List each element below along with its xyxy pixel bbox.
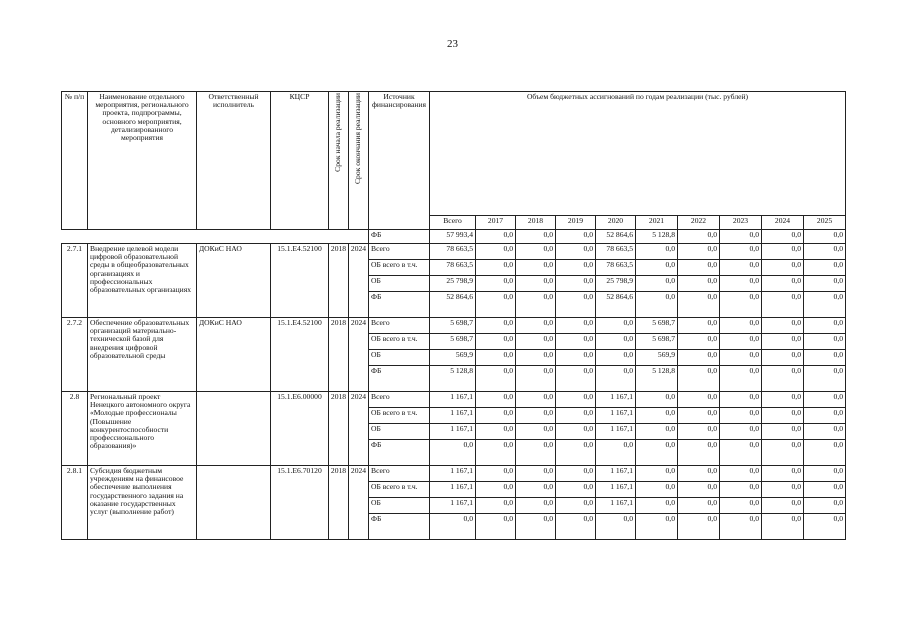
row-start-cell: 2018 — [329, 244, 349, 318]
value-cell: 0,0 — [762, 514, 804, 540]
source-cell: ОБ всего в т.ч. — [369, 260, 430, 276]
header-end — [349, 92, 369, 230]
value-cell: 0,0 — [804, 244, 846, 260]
table-row — [62, 392, 846, 408]
value-cell: 0,0 — [596, 318, 636, 334]
value-cell: 1 167,1 — [430, 424, 476, 440]
value-cell: 1 167,1 — [596, 392, 636, 408]
value-cell: 0,0 — [476, 440, 516, 466]
value-cell: 0,0 — [556, 498, 596, 514]
source-cell: ОБ всего в т.ч. — [369, 408, 430, 424]
table-row — [62, 230, 846, 244]
source-cell: Всего — [369, 244, 430, 260]
source-cell: ФБ — [369, 366, 430, 392]
value-cell: 78 663,5 — [430, 244, 476, 260]
row-end-cell: 2024 — [349, 392, 369, 466]
value-cell: 0,0 — [804, 318, 846, 334]
row-executor-cell: ДОКиС НАО — [197, 244, 271, 318]
source-cell: Всего — [369, 466, 430, 482]
value-cell: 0,0 — [720, 440, 762, 466]
value-cell: 0,0 — [556, 276, 596, 292]
value-cell: 0,0 — [678, 318, 720, 334]
value-cell: 0,0 — [476, 292, 516, 318]
value-cell: 0,0 — [516, 260, 556, 276]
row-executor-cell — [197, 466, 271, 540]
value-cell: 0,0 — [636, 260, 678, 276]
value-cell: 0,0 — [596, 350, 636, 366]
value-cell: 0,0 — [430, 440, 476, 466]
value-cell: 0,0 — [556, 482, 596, 498]
row-name-cell: Субсидия бюджетным учреждениям на финансовое обеспечение выполнения государственного задания на оказание государственных услуг (выполнение работ) — [88, 466, 197, 540]
value-cell: 0,0 — [804, 230, 846, 244]
value-cell: 0,0 — [516, 334, 556, 350]
row-executor-cell: ДОКиС НАО — [197, 318, 271, 392]
table-row — [62, 318, 846, 334]
value-cell: 57 993,4 — [430, 230, 476, 244]
value-cell: 1 167,1 — [596, 424, 636, 440]
value-cell: 0,0 — [678, 408, 720, 424]
source-cell: ОБ — [369, 276, 430, 292]
value-cell: 0,0 — [556, 466, 596, 482]
value-cell: 5 698,7 — [430, 334, 476, 350]
value-cell: 0,0 — [804, 514, 846, 540]
header-no: № п/п — [62, 92, 88, 230]
value-cell: 52 864,6 — [596, 230, 636, 244]
value-cell: 0,0 — [556, 514, 596, 540]
row-end-cell: 2024 — [349, 318, 369, 392]
year-header-cell: 2021 — [636, 216, 678, 230]
value-cell: 0,0 — [476, 514, 516, 540]
value-cell: 0,0 — [636, 498, 678, 514]
year-header-cell: 2025 — [804, 216, 846, 230]
page-number: 23 — [447, 38, 458, 50]
value-cell: 0,0 — [720, 514, 762, 540]
row-no-cell: 2.8 — [62, 392, 88, 466]
year-header-cell: 2017 — [476, 216, 516, 230]
value-cell: 0,0 — [636, 408, 678, 424]
header-start — [329, 92, 349, 230]
table-row — [62, 244, 846, 260]
source-cell: Всего — [369, 318, 430, 334]
value-cell: 5 698,7 — [430, 318, 476, 334]
header-executor: Ответственный исполнитель — [197, 92, 271, 230]
value-cell: 0,0 — [476, 408, 516, 424]
value-cell: 0,0 — [720, 292, 762, 318]
value-cell: 0,0 — [804, 440, 846, 466]
source-cell: ФБ — [369, 292, 430, 318]
value-cell: 0,0 — [516, 366, 556, 392]
value-cell: 0,0 — [720, 230, 762, 244]
row-start-cell: 2018 — [329, 466, 349, 540]
value-cell: 0,0 — [762, 392, 804, 408]
value-cell: 0,0 — [720, 408, 762, 424]
value-cell: 0,0 — [636, 292, 678, 318]
value-cell: 0,0 — [430, 514, 476, 540]
row-no-cell: 2.7.2 — [62, 318, 88, 392]
value-cell: 569,9 — [636, 350, 678, 366]
value-cell: 0,0 — [476, 230, 516, 244]
value-cell: 5 128,8 — [636, 366, 678, 392]
value-cell: 5 128,8 — [430, 366, 476, 392]
value-cell: 0,0 — [720, 498, 762, 514]
value-cell: 0,0 — [762, 260, 804, 276]
value-cell: 0,0 — [804, 424, 846, 440]
value-cell: 0,0 — [762, 482, 804, 498]
value-cell: 0,0 — [678, 276, 720, 292]
value-cell: 25 798,9 — [596, 276, 636, 292]
value-cell: 1 167,1 — [430, 482, 476, 498]
year-header-cell: 2020 — [596, 216, 636, 230]
value-cell: 0,0 — [556, 292, 596, 318]
value-cell: 0,0 — [556, 408, 596, 424]
value-cell: 0,0 — [678, 466, 720, 482]
value-cell: 5 698,7 — [636, 334, 678, 350]
header-kcsr: КЦСР — [271, 92, 329, 230]
value-cell: 0,0 — [762, 244, 804, 260]
value-cell: 0,0 — [636, 392, 678, 408]
value-cell: 0,0 — [516, 482, 556, 498]
value-cell: 0,0 — [804, 334, 846, 350]
value-cell: 0,0 — [476, 260, 516, 276]
value-cell: 0,0 — [596, 440, 636, 466]
value-cell: 0,0 — [804, 276, 846, 292]
value-cell: 0,0 — [476, 318, 516, 334]
value-cell: 0,0 — [516, 466, 556, 482]
budget-table — [61, 91, 846, 540]
value-cell: 0,0 — [516, 276, 556, 292]
row-name-cell: Внедрение целевой модели цифровой образовательной среды в общеобразовательных организациях и профессиональных образовательных организациях — [88, 244, 197, 318]
value-cell: 0,0 — [720, 482, 762, 498]
year-header-cell: Всего — [430, 216, 476, 230]
value-cell: 0,0 — [636, 440, 678, 466]
value-cell: 0,0 — [556, 350, 596, 366]
source-cell: ОБ всего в т.ч. — [369, 334, 430, 350]
row-start-cell: 2018 — [329, 318, 349, 392]
year-header-cell: 2023 — [720, 216, 762, 230]
value-cell: 0,0 — [678, 424, 720, 440]
value-cell: 52 864,6 — [430, 292, 476, 318]
value-cell: 0,0 — [762, 424, 804, 440]
row-end-cell: 2024 — [349, 244, 369, 318]
value-cell: 0,0 — [516, 318, 556, 334]
header-volume: Объем бюджетных ассигнований по годам реализации (тыс. рублей) — [430, 92, 846, 216]
value-cell: 0,0 — [556, 244, 596, 260]
value-cell: 0,0 — [596, 514, 636, 540]
value-cell: 78 663,5 — [596, 244, 636, 260]
row-kcsr-cell: 15.1.Е4.52100 — [271, 318, 329, 392]
source-cell: ОБ — [369, 498, 430, 514]
value-cell: 0,0 — [636, 482, 678, 498]
value-cell: 0,0 — [678, 244, 720, 260]
row-no-cell: 2.8.1 — [62, 466, 88, 540]
row-kcsr-cell: 15.1.Е6.00000 — [271, 392, 329, 466]
value-cell: 25 798,9 — [430, 276, 476, 292]
row-end-cell: 2024 — [349, 466, 369, 540]
value-cell: 0,0 — [556, 318, 596, 334]
value-cell: 0,0 — [556, 424, 596, 440]
value-cell: 0,0 — [476, 392, 516, 408]
value-cell: 5 698,7 — [636, 318, 678, 334]
value-cell: 0,0 — [636, 244, 678, 260]
header-start-label: Срок начала реализации — [333, 93, 343, 172]
year-header-cell: 2018 — [516, 216, 556, 230]
value-cell: 0,0 — [762, 334, 804, 350]
value-cell: 0,0 — [678, 514, 720, 540]
value-cell: 0,0 — [678, 334, 720, 350]
header-end-label: Срок окончания реализации — [353, 93, 363, 185]
value-cell: 0,0 — [678, 350, 720, 366]
value-cell: 1 167,1 — [430, 498, 476, 514]
value-cell: 0,0 — [720, 244, 762, 260]
value-cell: 0,0 — [762, 230, 804, 244]
value-cell: 0,0 — [476, 276, 516, 292]
source-cell: Всего — [369, 392, 430, 408]
value-cell: 0,0 — [636, 276, 678, 292]
value-cell: 1 167,1 — [430, 466, 476, 482]
value-cell: 0,0 — [678, 260, 720, 276]
value-cell: 0,0 — [804, 408, 846, 424]
value-cell: 0,0 — [804, 260, 846, 276]
value-cell: 0,0 — [678, 392, 720, 408]
value-cell: 0,0 — [556, 230, 596, 244]
value-cell: 0,0 — [720, 334, 762, 350]
year-header-cell: 2024 — [762, 216, 804, 230]
value-cell: 0,0 — [476, 466, 516, 482]
year-header-cell: 2019 — [556, 216, 596, 230]
table-row — [62, 466, 846, 482]
value-cell: 5 128,8 — [636, 230, 678, 244]
value-cell: 0,0 — [678, 498, 720, 514]
value-cell: 0,0 — [762, 408, 804, 424]
value-cell: 0,0 — [516, 424, 556, 440]
row-no-cell: 2.7.1 — [62, 244, 88, 318]
value-cell: 1 167,1 — [596, 466, 636, 482]
row-kcsr-cell: 15.1.Е6.70120 — [271, 466, 329, 540]
value-cell: 1 167,1 — [596, 408, 636, 424]
value-cell: 0,0 — [476, 350, 516, 366]
value-cell: 0,0 — [762, 440, 804, 466]
value-cell: 0,0 — [476, 498, 516, 514]
value-cell: 0,0 — [516, 230, 556, 244]
header-source: Источник финансирования — [369, 92, 430, 230]
value-cell: 0,0 — [678, 482, 720, 498]
value-cell: 0,0 — [516, 408, 556, 424]
value-cell: 1 167,1 — [596, 482, 636, 498]
value-cell: 0,0 — [720, 392, 762, 408]
value-cell: 78 663,5 — [596, 260, 636, 276]
row-name-cell: Обеспечение образовательных организаций материально-технической базой для внедрения цифровой образовательной среды — [88, 318, 197, 392]
value-cell: 0,0 — [556, 440, 596, 466]
value-cell: 1 167,1 — [430, 408, 476, 424]
value-cell: 0,0 — [516, 514, 556, 540]
value-cell: 0,0 — [762, 292, 804, 318]
value-cell: 78 663,5 — [430, 260, 476, 276]
value-cell: 0,0 — [804, 482, 846, 498]
value-cell: 0,0 — [476, 366, 516, 392]
value-cell: 0,0 — [596, 334, 636, 350]
value-cell: 0,0 — [516, 498, 556, 514]
value-cell: 0,0 — [636, 424, 678, 440]
value-cell: 0,0 — [516, 244, 556, 260]
source-cell: ОБ — [369, 350, 430, 366]
source-cell: ФБ — [369, 514, 430, 540]
value-cell: 0,0 — [720, 366, 762, 392]
value-cell: 569,9 — [430, 350, 476, 366]
row-start-cell: 2018 — [329, 392, 349, 466]
value-cell: 0,0 — [762, 366, 804, 392]
value-cell: 0,0 — [556, 366, 596, 392]
value-cell: 0,0 — [678, 292, 720, 318]
value-cell: 0,0 — [804, 498, 846, 514]
blank-cell — [62, 230, 369, 244]
source-cell: ОБ — [369, 424, 430, 440]
value-cell: 0,0 — [762, 498, 804, 514]
value-cell: 0,0 — [516, 392, 556, 408]
value-cell: 0,0 — [678, 440, 720, 466]
row-executor-cell — [197, 392, 271, 466]
value-cell: 0,0 — [720, 350, 762, 366]
year-header-cell: 2022 — [678, 216, 720, 230]
row-kcsr-cell: 15.1.Е4.52100 — [271, 244, 329, 318]
value-cell: 1 167,1 — [596, 498, 636, 514]
value-cell: 0,0 — [636, 466, 678, 482]
value-cell: 0,0 — [804, 350, 846, 366]
value-cell: 1 167,1 — [430, 392, 476, 408]
value-cell: 0,0 — [720, 424, 762, 440]
value-cell: 0,0 — [516, 292, 556, 318]
value-cell: 0,0 — [804, 466, 846, 482]
value-cell: 0,0 — [720, 276, 762, 292]
value-cell: 0,0 — [636, 514, 678, 540]
value-cell: 0,0 — [476, 334, 516, 350]
value-cell: 52 864,6 — [596, 292, 636, 318]
value-cell: 0,0 — [762, 466, 804, 482]
value-cell: 0,0 — [804, 292, 846, 318]
value-cell: 0,0 — [678, 230, 720, 244]
value-cell: 0,0 — [720, 318, 762, 334]
source-cell: ФБ — [369, 440, 430, 466]
value-cell: 0,0 — [720, 466, 762, 482]
value-cell: 0,0 — [804, 392, 846, 408]
value-cell: 0,0 — [720, 260, 762, 276]
value-cell: 0,0 — [516, 350, 556, 366]
value-cell: 0,0 — [762, 350, 804, 366]
value-cell: 0,0 — [476, 482, 516, 498]
row-name-cell: Региональный проект Ненецкого автономного округа «Молодые профессионалы (Повышение конкурентоспособности профессионального образования)» — [88, 392, 197, 466]
value-cell: 0,0 — [556, 392, 596, 408]
source-cell: ФБ — [369, 230, 430, 244]
source-cell: ОБ всего в т.ч. — [369, 482, 430, 498]
header-name: Наименование отдельного мероприятия, регионального проекта, подпрограммы, основного мероприятия, детализированного мероприятия — [88, 92, 197, 230]
value-cell: 0,0 — [476, 244, 516, 260]
value-cell: 0,0 — [596, 366, 636, 392]
header-row — [62, 92, 846, 216]
value-cell: 0,0 — [556, 334, 596, 350]
value-cell: 0,0 — [476, 424, 516, 440]
value-cell: 0,0 — [678, 366, 720, 392]
value-cell: 0,0 — [762, 318, 804, 334]
value-cell: 0,0 — [516, 440, 556, 466]
value-cell: 0,0 — [804, 366, 846, 392]
value-cell: 0,0 — [556, 260, 596, 276]
value-cell: 0,0 — [762, 276, 804, 292]
